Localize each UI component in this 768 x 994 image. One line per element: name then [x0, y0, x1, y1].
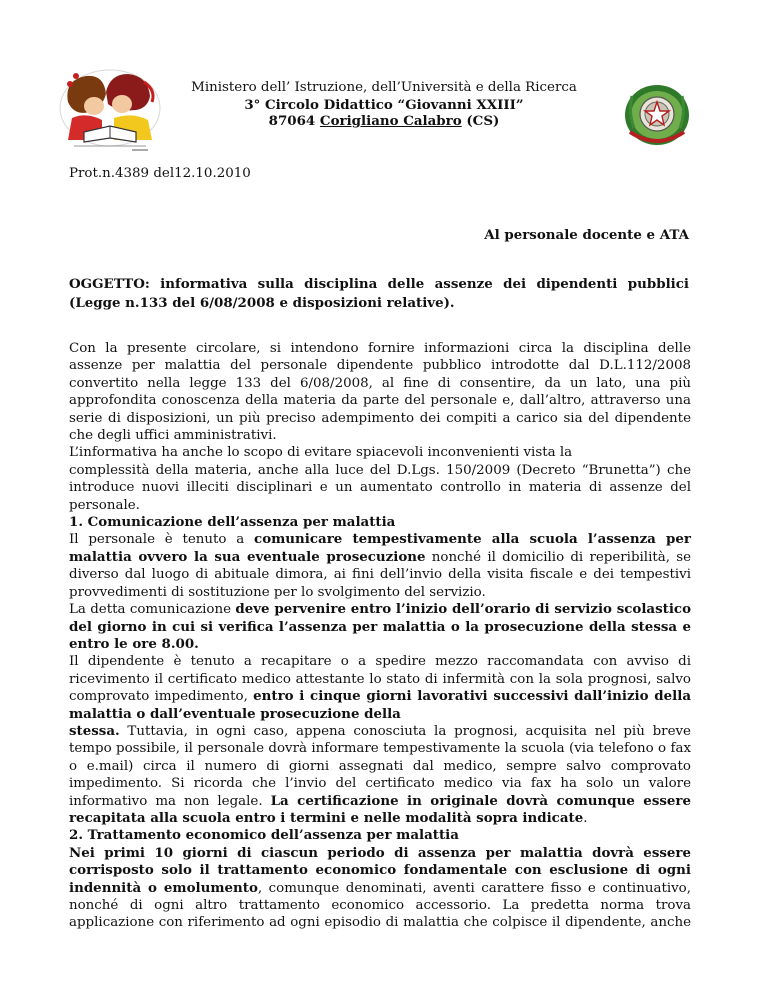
- section-2-paragraph-1: [69, 845, 691, 932]
- section-2-heading: 2. Trattamento economico dell’assenza per malattia: [69, 827, 459, 844]
- text-run: Tuttavia, in ogni caso, appena conosciuta la prognosi, acquisita nel più breve tempo possibile, il personale dovrà informare tempestivamente la scuola (via telefono o fax o e.mail) circa il numero di giorni assegnati dal medico, sempre salvo comprovato impedimento. Si ricorda che l’invio del certificato medico via fax ha solo un valore informativo ma non legale.: [69, 723, 691, 809]
- section-1-paragraph-4: [69, 723, 691, 827]
- italian-republic-emblem-icon: [622, 82, 692, 148]
- section-1-paragraph-2: [69, 601, 691, 653]
- intro-paragraph-2: L’informativa ha anche lo scopo di evitare spiacevoli inconvenienti vista la: [69, 445, 573, 461]
- school-logo-icon: [56, 62, 164, 152]
- letterhead: [160, 80, 608, 130]
- postal-code: 87064: [268, 113, 316, 129]
- section-1-heading: 1. Comunicazione dell’assenza per malattia: [69, 514, 396, 531]
- subject-line: OGGETTO: informativa sulla disciplina delle assenze dei dipendenti pubblici (Legge n.133 del 6/08/2008 e disposizioni relative).: [69, 276, 689, 311]
- section-1-paragraph-1: [69, 531, 691, 601]
- town-name: Corigliano Calabro: [319, 113, 462, 129]
- recipient-line: Al personale docente e ATA: [484, 227, 689, 243]
- bold-run: comunicare tempestivamente alla scuola l’assenza per malattia ovvero la sua eventuale prosecuzione: [69, 531, 691, 565]
- text-run: , comunque denominati, aventi carattere fisso e continuativo, nonché di ogni altro trattamento economico accessorio. La predetta norma trova applicazione con riferimento ad ogni episodio di malattia che colpisce il dipendente, anche: [69, 880, 691, 931]
- bold-run: entro i cinque giorni lavorativi successivi dall’inizio della malattia o dall’eventuale prosecuzione della: [69, 688, 692, 722]
- bold-run: La certificazione in originale dovrà comunque essere recapitata alla scuola entro i termini e nelle modalità sopra indicate: [69, 792, 691, 826]
- text-run: Il personale è tenuto a: [69, 532, 255, 548]
- intro-paragraph-3: complessità della materia, anche alla luce del D.Lgs. 150/2009 (Decreto “Brunetta”) che introduce nuovi illeciti disciplinari e un aumentato controllo in materia di assenze del personale.: [69, 462, 691, 513]
- letter-body: [69, 340, 691, 932]
- bold-run: Nei primi 10 giorni di ciascun periodo di assenza per malattia dovrà essere corrisposto solo il trattamento economico fondamentale con esclusione di ogni indennità o emolumento: [69, 844, 691, 896]
- text-run: .: [583, 810, 588, 826]
- school-address: [160, 113, 608, 130]
- school-name: 3° Circolo Didattico “Giovanni XXIII”: [244, 96, 524, 113]
- protocol-number: Prot.n.4389 del12.10.2010: [69, 166, 251, 181]
- text-run: nonché il domicilio di reperibilità, se diverso dal luogo di abituale dimora, ai fini dell’invio della visita fiscale e dei tempestivi provvedimenti di sostituzione per lo svolgimento del servizio.: [69, 549, 692, 600]
- bold-run: deve pervenire entro l’inizio dell’orario di servizio scolastico del giorno in cui si verifica l’assenza per malattia o la prosecuzione della stessa e entro le ore 8.00.: [69, 601, 691, 652]
- province-code: (CS): [466, 113, 500, 129]
- section-1-paragraph-3: [69, 653, 691, 723]
- ministry-name: Ministero dell’ Istruzione, dell’Università e della Ricerca: [191, 80, 577, 95]
- bold-run: stessa.: [69, 722, 120, 739]
- text-run: Il dipendente è tenuto a recapitare o a spedire mezzo raccomandata con avviso di ricevimento il certificato medico attestante lo stato di infermità con la sola prognosi, salvo comprovato impedimento,: [69, 654, 691, 705]
- intro-paragraph: Con la presente circolare, si intendono fornire informazioni circa la disciplina delle assenze per malattia del personale dipendente pubblico introdotte dal D.L.112/2008 convertito nella legge 133 del 6/08/2008, al fine di consentire, da un lato, una più approfondita conoscenza della materia da parte del personale e, dall’altro, attraverso una serie di disposizioni, un più preciso adempimento dei compiti a carico sia del dipendente che degli uffici amministrativi.: [69, 341, 691, 444]
- text-run: La detta comunicazione: [69, 602, 236, 618]
